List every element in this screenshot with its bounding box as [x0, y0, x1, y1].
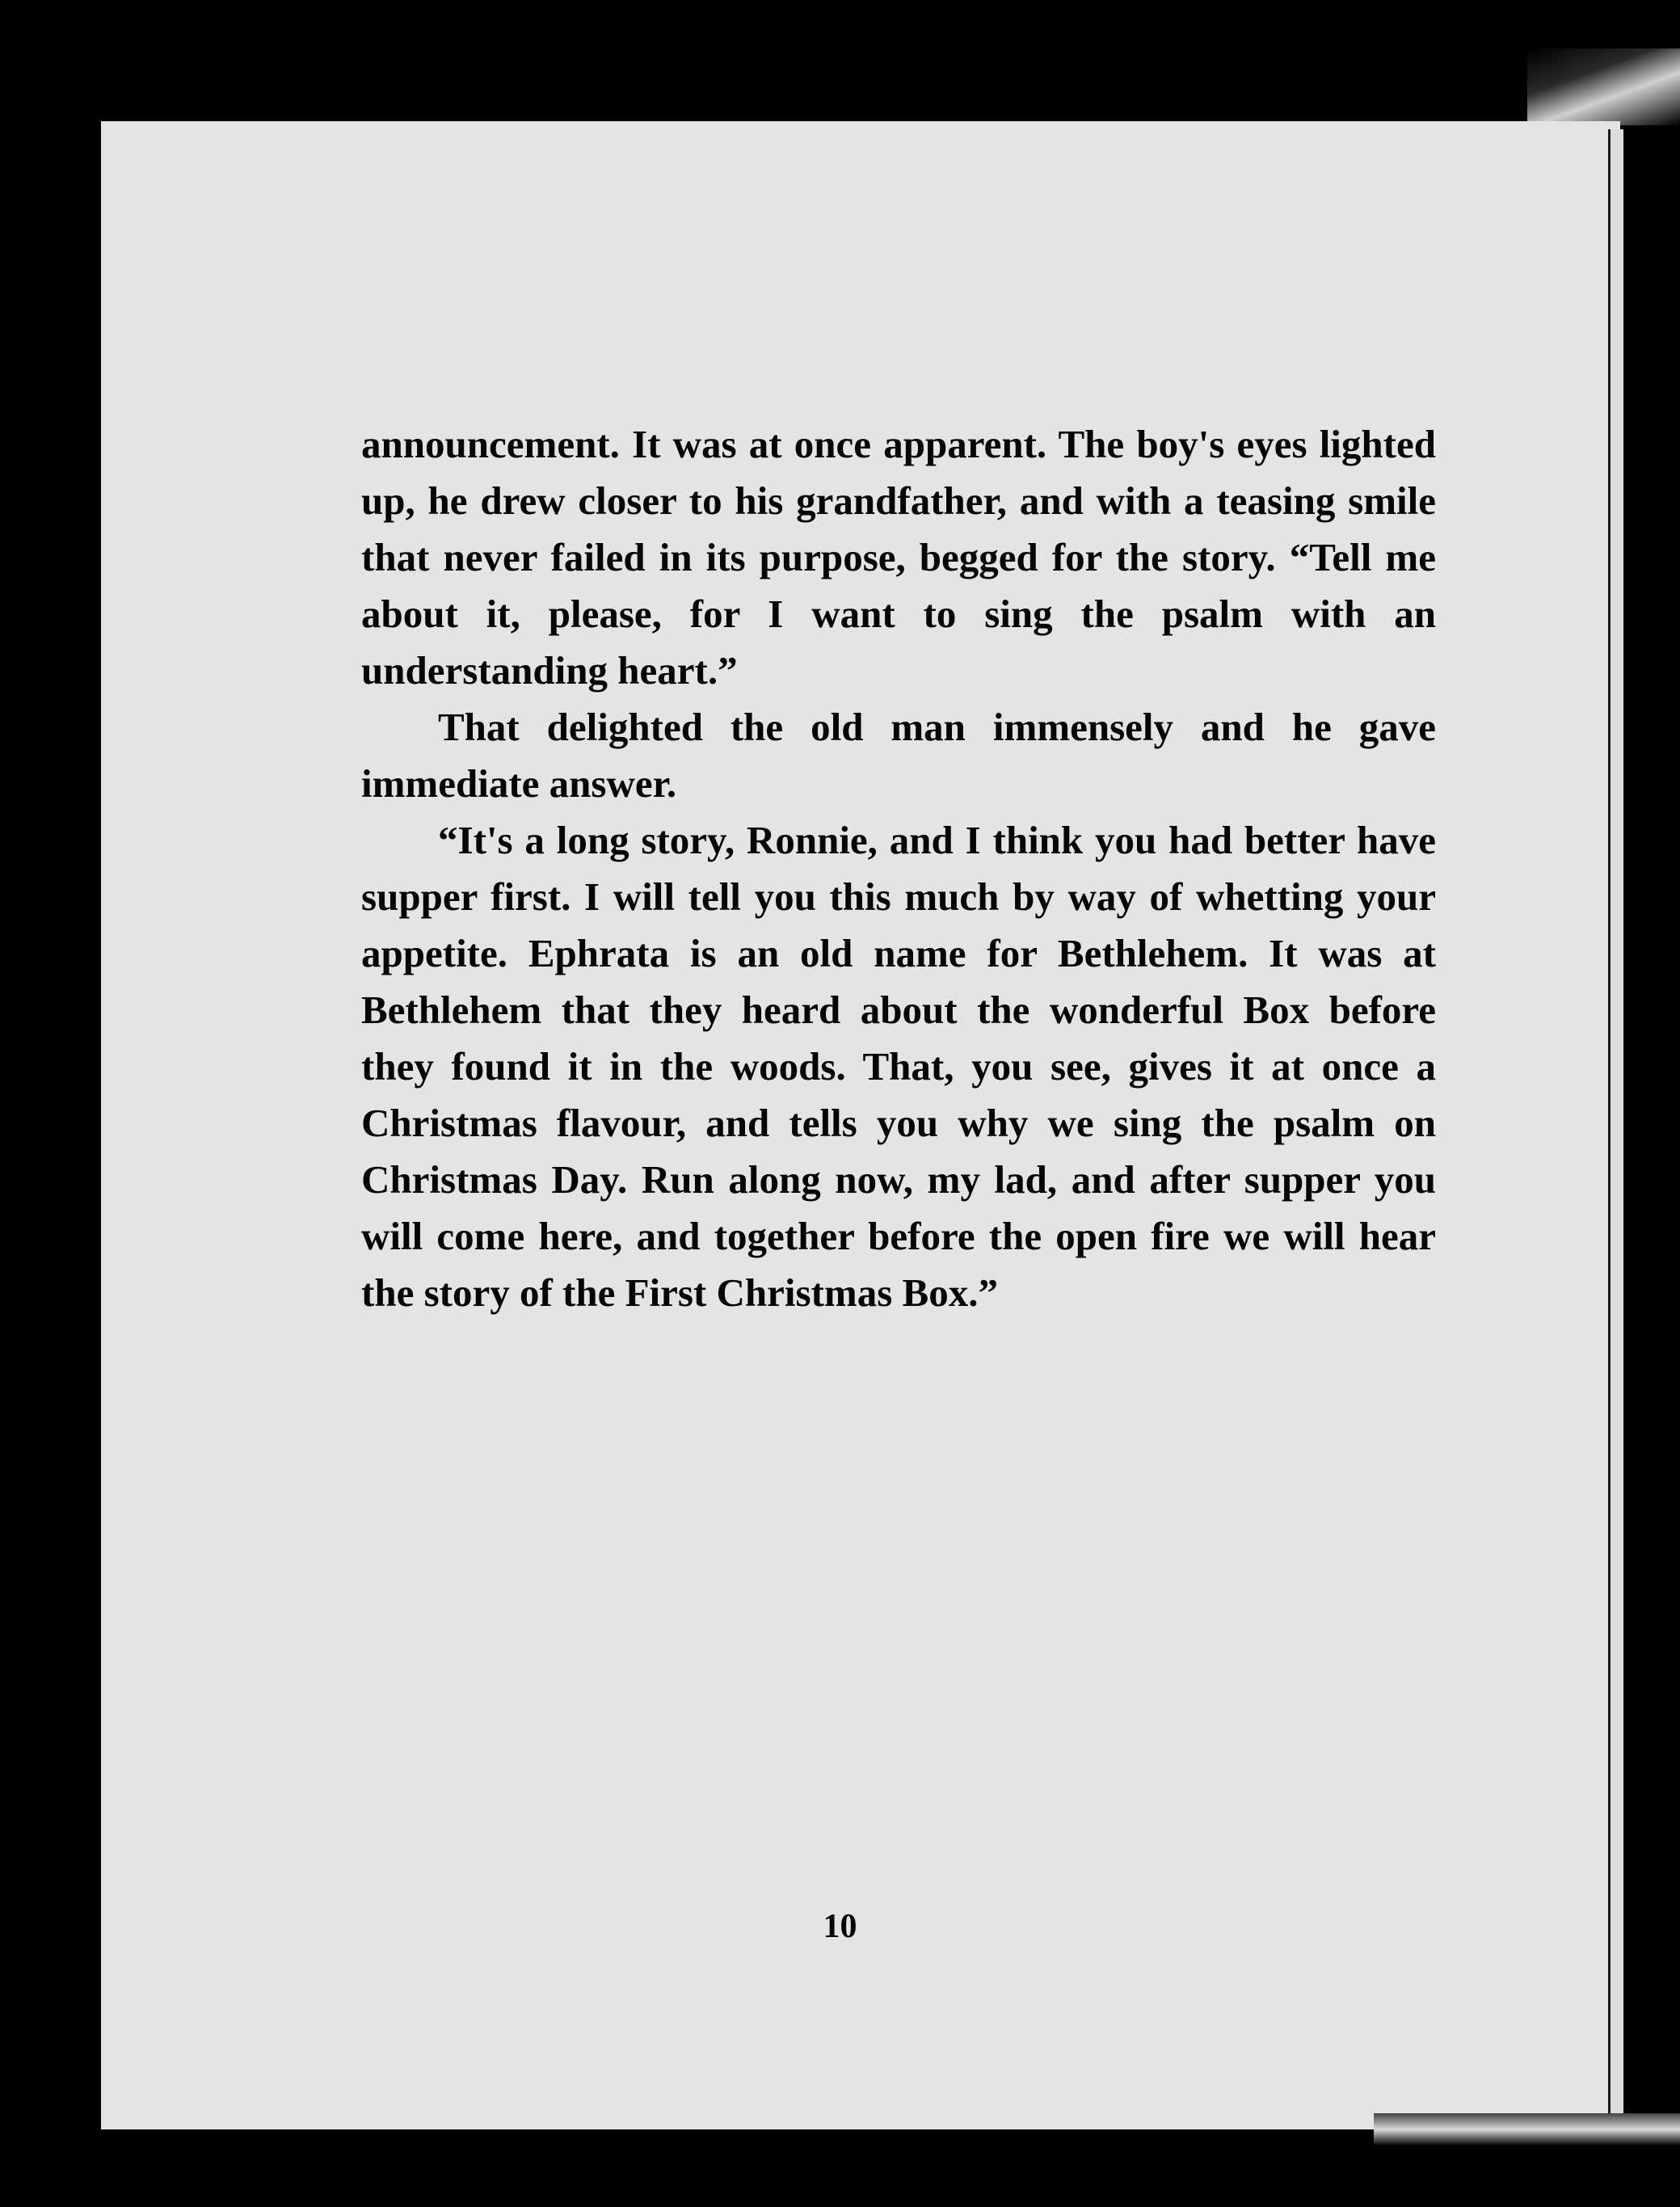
- paragraph-3: “It's a long story, Ronnie, and I think you had better have supper first. I will tell you this much by way of whetting your appetite. Ephrata is an old name for Bethlehem. It was at Bethlehem that they heard about the wonderful Box before they found it in the woods. That, you see, gives it at once a Christmas flavour, and tells you why we sing the psalm on Christmas Day. Run along now, my lad, and after supper you will come here, and together before the open fire we will hear the story of the First Christmas Box.”: [361, 818, 1436, 1315]
- page-number: 10: [823, 1908, 857, 1945]
- body-text: [361, 416, 1436, 1321]
- paragraph-2: That delighted the old man immensely and he gave immediate answer.: [361, 705, 1436, 806]
- scan-edge-bottom-right: [1374, 2113, 1680, 2146]
- paragraph-1: announcement. It was at once apparent. The boy's eyes lighted up, he drew closer to his grandfather, and with a teasing smile that never failed in its purpose, begged for the story. “Tell me about it, please, for I want to sing the psalm with an understanding heart.”: [361, 422, 1436, 693]
- facing-page-edge: [1608, 129, 1623, 2129]
- scan-edge-top-right: [1527, 48, 1680, 125]
